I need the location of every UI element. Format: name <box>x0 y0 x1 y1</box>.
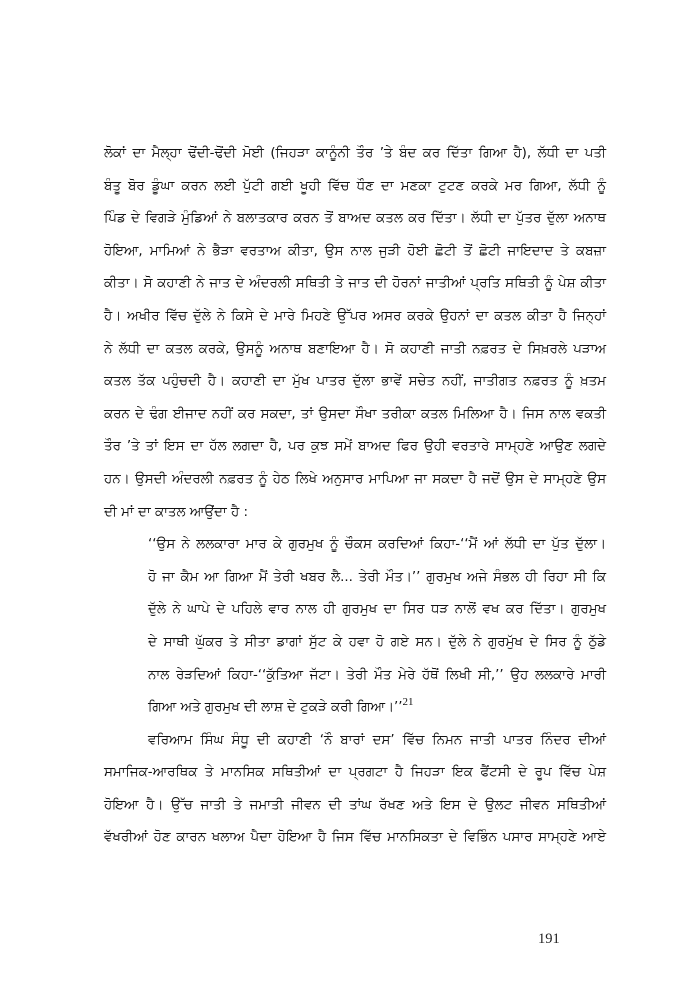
paragraph-2 <box>104 725 606 855</box>
text-line: ਕਰਨ ਦੇ ਢੰਗ ਈਜਾਦ ਨਹੀਂ ਕਰ ਸਕਦਾ, ਤਾਂ ਉਸਦਾ ਸੌਖਾ ਤਰੀਕਾ ਕਤਲ ਮਿਲਿਆ ਹੈ। ਜਿਸ ਨਾਲ ਵਕਤੀ <box>104 406 606 422</box>
text-line: ਹਨ। ਉਸਦੀ ਅੰਦਰਲੀ ਨਫ਼ਰਤ ਨੂੰ ਹੇਠ ਲਿਖੇ ਅਨੁਸਾਰ ਮਾਪਿਆ ਜਾ ਸਕਦਾ ਹੈ ਜਦੋਂ ਉਸ ਦੇ ਸਾਮ੍ਹਣੇ ਉਸ <box>104 471 606 487</box>
text-line: ਕੀਤਾ। ਸੋ ਕਹਾਣੀ ਨੇ ਜਾਤ ਦੇ ਅੰਦਰਲੀ ਸਥਿਤੀ ਤੇ ਜਾਤ ਦੀ ਹੋਰਨਾਂ ਜਾਤੀਆਂ ਪ੍ਰਤਿ ਸਥਿਤੀ ਨੂੰ ਪੇਸ਼ ਕੀਤਾ <box>104 276 606 292</box>
text-line: ਸਮਾਜਿਕ-ਆਰਥਿਕ ਤੇ ਮਾਨਸਿਕ ਸਥਿਤੀਆਂ ਦਾ ਪ੍ਰਗਟਾ ਹੈ ਜਿਹੜਾ ਇਕ ਫੈਂਟਸੀ ਦੇ ਰੂਪ ਵਿੱਚ ਪੇਸ਼ <box>104 765 606 781</box>
text-line: ਨੇ ਲੱਧੀ ਦਾ ਕਤਲ ਕਰਕੇ, ਉਸਨੂੰ ਅਨਾਥ ਬਣਾਇਆ ਹੈ। ਸੋ ਕਹਾਣੀ ਜਾਤੀ ਨਫ਼ਰਤ ਦੇ ਸਿਖ਼ਰਲੇ ਪੜਾਅ <box>104 341 606 357</box>
text-line: ਹੋਇਆ ਹੈ। ਉੱਚ ਜਾਤੀ ਤੇ ਜਮਾਤੀ ਜੀਵਨ ਦੀ ਤਾਂਘ ਰੱਖਣ ਅਤੇ ਇਸ ਦੇ ਉਲਟ ਜੀਵਨ ਸਥਿਤੀਆਂ <box>104 797 606 813</box>
quote-line: ਦੇ ਸਾਥੀ ਘੁੱਕਰ ਤੇ ਸੀਤਾ ਡਾਗਾਂ ਸੁੱਟ ਕੇ ਹਵਾ ਹੋ ਗਏ ਸਨ। ਦੁੱਲੇ ਨੇ ਗੁਰਮੁੱਖ ਦੇ ਸਿਰ ਨੂੰ ਠੁੱਡੇ <box>148 634 606 650</box>
quote-line: ਨਾਲ ਰੇੜਦਿਆਂ ਕਿਹਾ-‘‘ਕੁੱਤਿਆ ਜੱਟਾ। ਤੇਰੀ ਮੌਤ ਮੇਰੇ ਹੱਥੋਂ ਲਿਖੀ ਸੀ,’’ ਉਹ ਲਲਕਾਰੇ ਮਾਰੀ <box>148 667 606 683</box>
text-line: ਲੋਕਾਂ ਦਾ ਮੈਲ੍ਹਾ ਢੋਂਦੀ-ਢੋਂਦੀ ਮੋਈ (ਜਿਹੜਾ ਕਾਨੂੰਨੀ ਤੌਰ ’ਤੇ ਬੰਦ ਕਰ ਦਿੱਤਾ ਗਿਆ ਹੈ), ਲੱਧੀ ਦਾ ਪਤੀ <box>104 146 606 161</box>
quote-line-text: ਗਿਆ ਅਤੇ ਗੁਰਮੁਖ ਦੀ ਲਾਸ਼ ਦੇ ਟੁਕੜੇ ਕਰੀ ਗਿਆ।’’ <box>148 700 403 716</box>
page-number: 191 <box>538 931 560 947</box>
text-line: ਪਿੰਡ ਦੇ ਵਿਗੜੇ ਮੁੰਡਿਆਂ ਨੇ ਬਲਾਤਕਾਰ ਕਰਨ ਤੋਂ ਬਾਅਦ ਕਤਲ ਕਰ ਦਿੱਤਾ। ਲੱਧੀ ਦਾ ਪੁੱਤਰ ਦੁੱਲਾ ਅਨਾਥ <box>104 211 606 227</box>
text-line: ਵੱਖਰੀਆਂ ਹੋਣ ਕਾਰਨ ਖਲਾਅ ਪੈਦਾ ਹੋਇਆ ਹੈ ਜਿਸ ਵਿੱਚ ਮਾਨਸਿਕਤਾ ਦੇ ਵਿਭਿੰਨ ਪਸਾਰ ਸਾਮ੍ਹਣੇ ਆਏ <box>104 830 606 846</box>
paragraph-1 <box>104 138 606 529</box>
text-line: ਹੋਇਆ, ਮਾਮਿਆਂ ਨੇ ਭੈੜਾ ਵਰਤਾਅ ਕੀਤਾ, ਉਸ ਨਾਲ ਜੁੜੀ ਹੋਈ ਛੋਟੀ ਤੋਂ ਛੋਟੀ ਜਾਇਦਾਦ ਤੇ ਕਬਜ਼ਾ <box>104 243 606 259</box>
text-line: ਕਤਲ ਤੱਕ ਪਹੁੰਚਦੀ ਹੈ। ਕਹਾਣੀ ਦਾ ਮੁੱਖ ਪਾਤਰ ਦੁੱਲਾ ਭਾਵੇਂ ਸਚੇਤ ਨਹੀਂ, ਜਾਤੀਗਤ ਨਫ਼ਰਤ ਨੂੰ ਖ਼ਤਮ <box>104 374 606 390</box>
quote-line <box>148 692 606 725</box>
text-line: ਵਰਿਆਮ ਸਿੰਘ ਸੰਧੂ ਦੀ ਕਹਾਣੀ ‘ਨੌ ਬਾਰਾਂ ਦਸ’ ਵਿੱਚ ਨਿਮਨ ਜਾਤੀ ਪਾਤਰ ਨਿੰਦਰ ਦੀਆਂ <box>148 732 606 748</box>
footnote-reference[interactable]: 21 <box>402 696 414 709</box>
text-line: ਬੰਤੂ ਬੋਰ ਡੂੰਘਾ ਕਰਨ ਲਈ ਪੁੱਟੀ ਗਈ ਖੂਹੀ ਵਿੱਚ ਧੌਣ ਦਾ ਮਣਕਾ ਟੁਟਣ ਕਰਕੇ ਮਰ ਗਿਆ, ਲੱਧੀ ਨੂੰ <box>104 178 606 194</box>
text-line: ਦੀ ਮਾਂ ਦਾ ਕਾਤਲ ਆਉਂਦਾ ਹੈ : <box>104 504 248 520</box>
quote-line: ਦੁੱਲੇ ਨੇ ਘਾਪੇ ਦੇ ਪਹਿਲੇ ਵਾਰ ਨਾਲ ਹੀ ਗੁਰਮੁਖ ਦਾ ਸਿਰ ਧੜ ਨਾਲੋਂ ਵਖ ਕਰ ਦਿੱਤਾ। ਗੁਰਮੁਖ <box>148 602 606 618</box>
block-quote <box>104 529 606 725</box>
quote-line: ‘‘ਉਸ ਨੇ ਲਲਕਾਰਾ ਮਾਰ ਕੇ ਗੁਰਮੁਖ ਨੂੰ ਚੌਕਸ ਕਰਦਿਆਂ ਕਿਹਾ-‘‘ਮੈਂ ਆਂ ਲੱਧੀ ਦਾ ਪੁੱਤ ਦੁੱਲਾ। <box>148 537 606 553</box>
quote-line: ਹੋ ਜਾ ਕੈਮ ਆ ਗਿਆ ਮੈਂ ਤੇਰੀ ਖਬਰ ਲੈ... ਤੇਰੀ ਮੌਤ।’’ ਗੁਰਮੁਖ ਅਜੇ ਸੰਭਲ ਹੀ ਰਿਹਾ ਸੀ ਕਿ <box>148 569 606 585</box>
text-line: ਹੈ। ਅਖੀਰ ਵਿੱਚ ਦੁੱਲੇ ਨੇ ਕਿਸੇ ਦੇ ਮਾਰੇ ਮਿਹਣੇ ਉੱਪਰ ਅਸਰ ਕਰਕੇ ਉਹਨਾਂ ਦਾ ਕਤਲ ਕੀਤਾ ਹੈ ਜਿਨ੍ਹਾਂ <box>104 308 606 324</box>
text-line: ਤੌਰ ’ਤੇ ਤਾਂ ਇਸ ਦਾ ਹੱਲ ਲਗਦਾ ਹੈ, ਪਰ ਕੁਝ ਸਮੇਂ ਬਾਅਦ ਫਿਰ ਉਹੀ ਵਰਤਾਰੇ ਸਾਮ੍ਹਣੇ ਆਉਣ ਲਗਦੇ <box>104 439 606 455</box>
body-text <box>104 138 606 855</box>
